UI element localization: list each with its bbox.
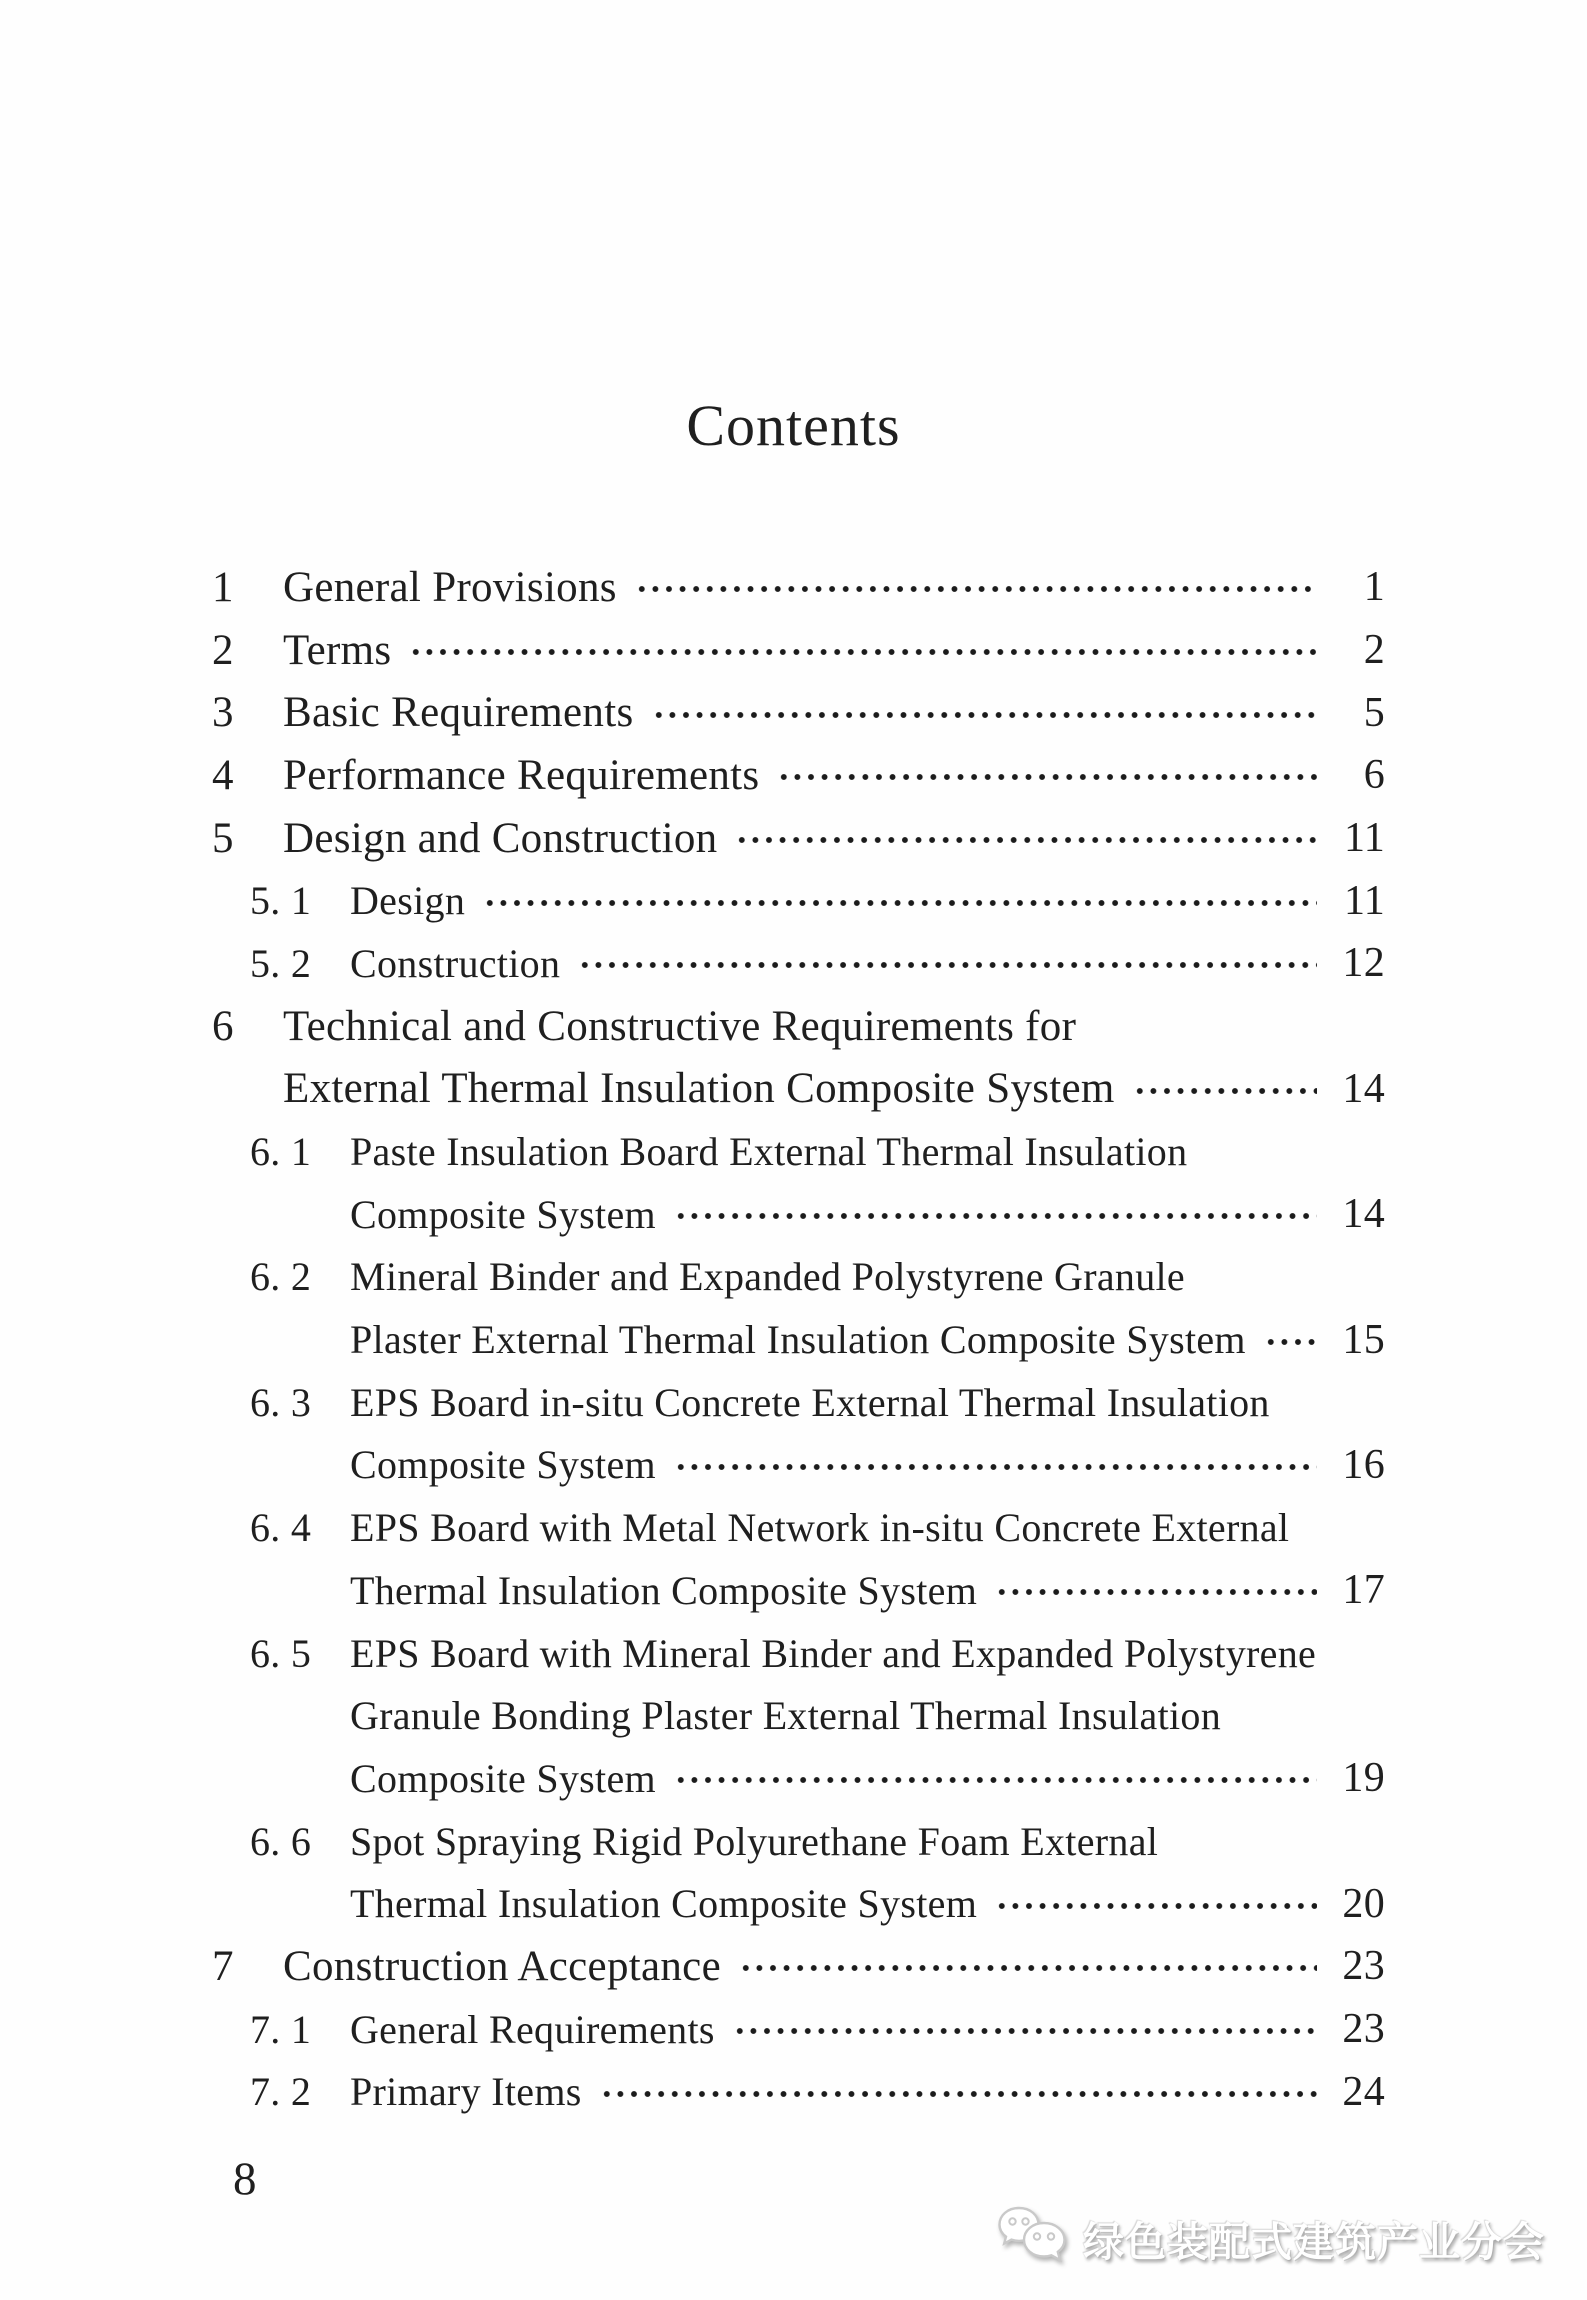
toc-row — [212, 619, 1385, 682]
dot-leader — [1264, 1332, 1317, 1352]
dot-leader — [409, 642, 1317, 662]
toc-row — [212, 1810, 1385, 1873]
page-number: 8 — [233, 2153, 257, 2205]
toc-row — [212, 1058, 1385, 1121]
toc-row — [212, 1622, 1385, 1685]
toc-row — [212, 1434, 1385, 1497]
toc-entry-number: 5. 2 — [250, 940, 312, 986]
toc-entry-label: Construction Acceptance — [283, 1942, 721, 1990]
toc-row — [212, 995, 1385, 1058]
toc-entry-page: 23 — [1342, 2006, 1385, 2053]
dot-leader — [578, 955, 1317, 975]
toc-entry-number: 6 — [212, 1002, 234, 1050]
toc-entry-label: Technical and Constructive Requirements for — [283, 1002, 1077, 1050]
dot-leader — [995, 1896, 1317, 1916]
toc-entry-page: 5 — [1363, 689, 1385, 736]
toc-entry-page: 14 — [1342, 1065, 1385, 1112]
toc-entry-page: 2 — [1363, 627, 1385, 674]
toc-entry-number: 2 — [212, 626, 234, 674]
dot-leader — [674, 1770, 1317, 1790]
toc-entry-page: 19 — [1342, 1755, 1385, 1802]
toc-entry-number: 3 — [212, 689, 234, 737]
dot-leader — [635, 579, 1317, 599]
toc-entry-number: 6. 3 — [250, 1379, 312, 1425]
toc-entry-label: Thermal Insulation Composite System — [350, 1567, 978, 1613]
toc-entry-page: 14 — [1342, 1191, 1385, 1238]
toc-entry-page: 12 — [1342, 940, 1385, 987]
dot-leader — [674, 1457, 1317, 1477]
dot-leader — [600, 2084, 1317, 2104]
toc-row — [212, 1120, 1385, 1183]
watermark — [997, 2203, 1545, 2273]
page-title: Contents — [686, 393, 901, 458]
toc-entry-label: EPS Board with Metal Network in-situ Concrete External — [350, 1505, 1290, 1551]
toc-entry-label: Spot Spraying Rigid Polyurethane Foam External — [350, 1818, 1159, 1864]
toc-entry-page: 11 — [1343, 815, 1385, 862]
toc-row — [212, 1183, 1385, 1246]
toc-entry-label: Mineral Binder and Expanded Polystyrene Granule — [350, 1254, 1185, 1300]
toc-entry-number: 1 — [212, 563, 234, 611]
toc-row — [212, 1998, 1385, 2061]
toc-entry-label: EPS Board with Mineral Binder and Expanded Polystyrene — [350, 1630, 1317, 1676]
table-of-contents — [212, 556, 1385, 2123]
toc-row — [212, 1935, 1385, 1998]
toc-entry-number: 6. 1 — [250, 1129, 312, 1175]
toc-entry-label: Primary Items — [350, 2069, 582, 2115]
toc-row — [212, 1684, 1385, 1747]
dot-leader — [483, 893, 1317, 913]
toc-entry-number: 4 — [212, 751, 234, 799]
toc-entry-number: 7. 2 — [250, 2069, 312, 2115]
toc-entry-page: 15 — [1342, 1316, 1385, 1363]
toc-row — [212, 1308, 1385, 1371]
toc-entry-number: 7. 1 — [250, 2006, 312, 2052]
dot-leader — [739, 1958, 1317, 1978]
toc-entry-number: 5 — [212, 814, 234, 862]
toc-entry-page: 1 — [1363, 564, 1385, 611]
dot-leader — [735, 830, 1317, 850]
toc-row — [212, 2061, 1385, 2124]
dot-leader — [995, 1582, 1317, 1602]
dot-leader — [674, 1206, 1317, 1226]
toc-entry-page: 24 — [1342, 2068, 1385, 2115]
toc-entry-label: Composite System — [350, 1191, 656, 1237]
toc-entry-number: 6. 2 — [250, 1254, 312, 1300]
toc-entry-page: 6 — [1363, 752, 1385, 799]
toc-entry-label: Performance Requirements — [283, 751, 760, 799]
toc-entry-page: 20 — [1342, 1880, 1385, 1927]
toc-entry-page: 11 — [1343, 877, 1385, 924]
toc-entry-number: 6. 6 — [250, 1818, 312, 1864]
toc-entry-label: General Provisions — [283, 563, 617, 611]
toc-row — [212, 807, 1385, 870]
toc-entry-label: External Thermal Insulation Composite System — [283, 1065, 1115, 1113]
toc-row — [212, 556, 1385, 619]
toc-entry-label: Construction — [350, 940, 561, 986]
toc-entry-number: 6. 4 — [250, 1505, 312, 1551]
toc-entry-page: 17 — [1342, 1567, 1385, 1614]
toc-entry-number: 7 — [212, 1942, 234, 1990]
toc-row — [212, 932, 1385, 995]
toc-row — [212, 1747, 1385, 1810]
toc-row — [212, 681, 1385, 744]
dot-leader — [733, 2021, 1317, 2041]
toc-entry-label: Terms — [283, 626, 392, 674]
toc-entry-label: Basic Requirements — [283, 689, 634, 737]
dot-leader — [777, 767, 1317, 787]
watermark-text: 绿色装配式建筑产业分会 — [1083, 2217, 1545, 2266]
wechat-icon — [997, 2205, 1071, 2271]
toc-entry-label: Paste Insulation Board External Thermal Insulation — [350, 1129, 1188, 1175]
toc-row — [212, 1872, 1385, 1935]
toc-entry-label: Granule Bonding Plaster External Thermal Insulation — [350, 1693, 1222, 1739]
toc-entry-label: Design and Construction — [283, 814, 718, 862]
toc-entry-page: 23 — [1342, 1943, 1385, 1990]
toc-row — [212, 1371, 1385, 1434]
toc-entry-page: 16 — [1342, 1441, 1385, 1488]
toc-entry-label: Design — [350, 878, 466, 924]
toc-row — [212, 1496, 1385, 1559]
toc-entry-label: Composite System — [350, 1442, 656, 1488]
toc-entry-label: Plaster External Thermal Insulation Composite System — [350, 1317, 1246, 1363]
toc-row — [212, 1559, 1385, 1622]
toc-row — [212, 869, 1385, 932]
dot-leader — [652, 705, 1317, 725]
toc-entry-number: 5. 1 — [250, 878, 312, 924]
toc-row — [212, 744, 1385, 807]
toc-entry-label: Thermal Insulation Composite System — [350, 1881, 978, 1927]
toc-entry-number: 6. 5 — [250, 1630, 312, 1676]
toc-entry-label: Composite System — [350, 1755, 656, 1801]
toc-entry-label: EPS Board in-situ Concrete External Thermal Insulation — [350, 1379, 1270, 1425]
toc-row — [212, 1246, 1385, 1309]
toc-entry-label: General Requirements — [350, 2006, 715, 2052]
dot-leader — [1133, 1081, 1317, 1101]
